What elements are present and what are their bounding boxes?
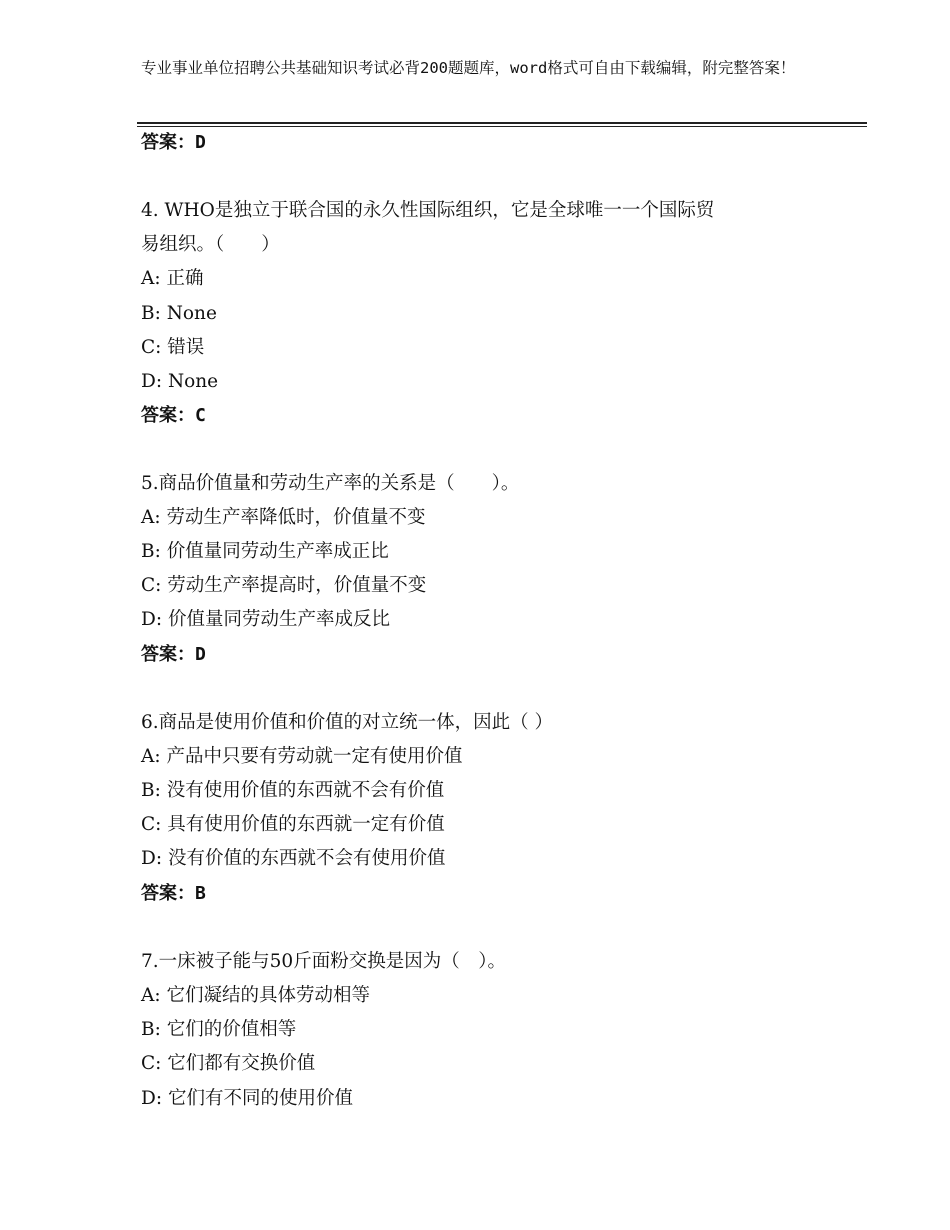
option-b: B: 价值量同劳动生产率成正比: [141, 541, 389, 562]
option-b: B: None: [141, 303, 217, 324]
question-stem: 7.一床被子能与50斤面粉交换是因为（ ）。: [141, 951, 506, 972]
answer-label: 答案：C: [141, 405, 206, 426]
option-c: C: 具有使用价值的东西就一定有价值: [141, 814, 445, 835]
option-a: A: 它们凝结的具体劳动相等: [141, 985, 370, 1006]
question-stem: 易组织。（ ）: [141, 234, 280, 255]
option-a: A: 正确: [141, 268, 204, 289]
answer-label: 答案：B: [141, 883, 206, 904]
header-divider: [137, 122, 867, 124]
option-d: D: None: [141, 371, 219, 392]
option-c: C: 错误: [141, 337, 205, 358]
option-c: C: 它们都有交换价值: [141, 1053, 316, 1074]
answer-label: 答案：D: [141, 644, 206, 665]
option-d: D: 没有价值的东西就不会有使用价值: [141, 848, 446, 869]
option-d: D: 它们有不同的使用价值: [141, 1088, 353, 1109]
page-header: 专业事业单位招聘公共基础知识考试必背200题题库，word格式可自由下载编辑，附完整答案！: [141, 59, 796, 77]
option-c: C: 劳动生产率提高时，价值量不变: [141, 575, 427, 596]
option-a: A: 产品中只要有劳动就一定有使用价值: [141, 746, 463, 767]
question-stem: 5.商品价值量和劳动生产率的关系是（ ）。: [141, 473, 520, 494]
header-divider-thin: [137, 126, 867, 127]
option-b: B: 它们的价值相等: [141, 1019, 297, 1040]
option-b: B: 没有使用价值的东西就不会有价值: [141, 780, 445, 801]
option-d: D: 价值量同劳动生产率成反比: [141, 609, 390, 630]
answer-label: 答案：D: [141, 132, 206, 153]
question-stem: 4. WHO是独立于联合国的永久性国际组织，它是全球唯一一个国际贸: [141, 200, 715, 221]
option-a: A: 劳动生产率降低时，价值量不变: [141, 507, 426, 528]
question-stem: 6.商品是使用价值和价值的对立统一体，因此（ ）: [141, 712, 554, 733]
